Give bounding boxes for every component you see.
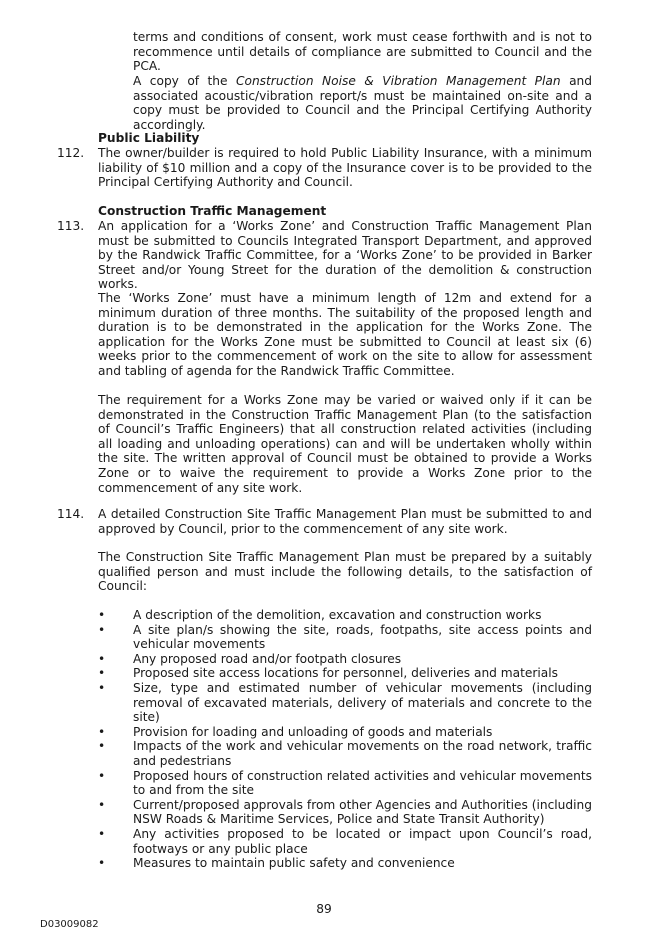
bullet-icon: • <box>98 826 106 841</box>
list-item-text: Measures to maintain public safety and convenience <box>133 856 455 871</box>
list-item-text: Size, type and estimated number of vehicular movements (including removal of excavated materials, delivery of materials and concrete to the site) <box>133 680 592 725</box>
bullet-icon: • <box>98 651 106 666</box>
bullet-icon: • <box>98 856 106 871</box>
list-item <box>98 798 592 827</box>
list-item <box>98 608 592 623</box>
bullet-icon: • <box>98 797 106 812</box>
intro-p2-italic: Construction Noise & Vibration Management Plan <box>235 74 561 88</box>
public-liability-heading: Public Liability <box>98 131 200 145</box>
list-item <box>98 681 592 725</box>
list-item <box>98 725 592 740</box>
site-plan-paragraph-2: The Construction Site Traffic Management Plan must be prepared by a suitably qualified person and must include the following details, to the satisfaction of Council: <box>98 550 592 594</box>
list-item <box>98 666 592 681</box>
site-plan-paragraph-1: A detailed Construction Site Traffic Management Plan must be submitted to and approved by Council, prior to the commencement of any site work. <box>98 507 592 536</box>
intro-paragraph-1: terms and conditions of consent, work must cease forthwith and is not to recommence until details of compliance are submitted to Council and the PCA. <box>133 30 592 74</box>
list-item <box>98 652 592 667</box>
traffic-heading: Construction Traffic Management <box>98 204 327 218</box>
list-item-text: Any proposed road and/or footpath closures <box>133 651 402 666</box>
clause-number-114: 114. <box>57 507 85 521</box>
traffic-paragraph-1: An application for a ‘Works Zone’ and Construction Traffic Management Plan must be submitted to Councils Integrated Transport Department, and approved by the Randwick Traffic Committee, for a ‘Works Zone’ to be provided in Barker Street and/or Young Street for the duration of the demolition & construction works. <box>98 219 592 292</box>
bullet-icon: • <box>98 680 106 695</box>
list-item-text: A site plan/s showing the site, roads, footpaths, site access points and vehicular movements <box>133 622 592 652</box>
traffic-paragraph-2: The ‘Works Zone’ must have a minimum length of 12m and extend for a minimum duration of three months. The suitability of the proposed length and duration is to be demonstrated in the application for the Works Zone. The application for the Works Zone must be submitted to Council at least six (6) weeks prior to the commencement of work on the site to allow for assessment and tabling of agenda for the Randwick Traffic Committee. <box>98 291 592 378</box>
bullet-icon: • <box>98 608 106 622</box>
list-item <box>98 769 592 798</box>
bullet-icon: • <box>98 739 106 754</box>
intro-paragraph-2 <box>133 74 592 132</box>
list-item <box>98 827 592 856</box>
list-item <box>98 739 592 768</box>
intro-p2-after: and associated acoustic/vibration report/s must be maintained on-site and a copy must be provided to Council and the Principal Certifying Authority accordingly. <box>133 74 592 132</box>
list-item-text: Any activities proposed to be located or impact upon Council’s road, footways or any public place <box>133 826 592 856</box>
document-id: D03009082 <box>40 919 99 930</box>
list-item-text: Proposed site access locations for personnel, deliveries and materials <box>133 666 559 681</box>
site-plan-bullet-list <box>98 608 592 871</box>
list-item-text: Current/proposed approvals from other Agencies and Authorities (including NSW Roads & Maritime Services, Police and State Transit Authority) <box>133 797 592 827</box>
list-item-text: Impacts of the work and vehicular movements on the road network, traffic and pedestrians <box>133 739 592 768</box>
bullet-icon: • <box>98 768 106 783</box>
list-item-text: Proposed hours of construction related activities and vehicular movements to and from the site <box>133 768 592 798</box>
traffic-paragraph-3: The requirement for a Works Zone may be varied or waived only if it can be demonstrated in the Construction Traffic Management Plan (to the satisfaction of Council’s Traffic Engineers) that all construction related activities (including all loading and unloading operations) can and will be undertaken wholly within the site. The written approval of Council must be obtained to provide a Works Zone or to waive the requirement to provide a Works Zone prior to the commencement of any site work. <box>98 393 592 495</box>
list-item <box>98 856 592 871</box>
list-item-text: Provision for loading and unloading of goods and materials <box>133 724 493 739</box>
clause-number-113: 113. <box>57 219 85 233</box>
page-number: 89 <box>316 902 332 916</box>
intro-p2-before: A copy of the <box>133 74 236 88</box>
bullet-icon: • <box>98 666 106 681</box>
list-item <box>98 623 592 652</box>
clause-number-112: 112. <box>57 146 85 160</box>
bullet-icon: • <box>98 622 106 637</box>
bullet-icon: • <box>98 724 106 739</box>
list-item-text: A description of the demolition, excavation and construction works <box>133 608 542 622</box>
public-liability-text: The owner/builder is required to hold Public Liability Insurance, with a minimum liability of $10 million and a copy of the Insurance cover is to be provided to the Principal Certifying Authority and Council. <box>98 146 592 190</box>
